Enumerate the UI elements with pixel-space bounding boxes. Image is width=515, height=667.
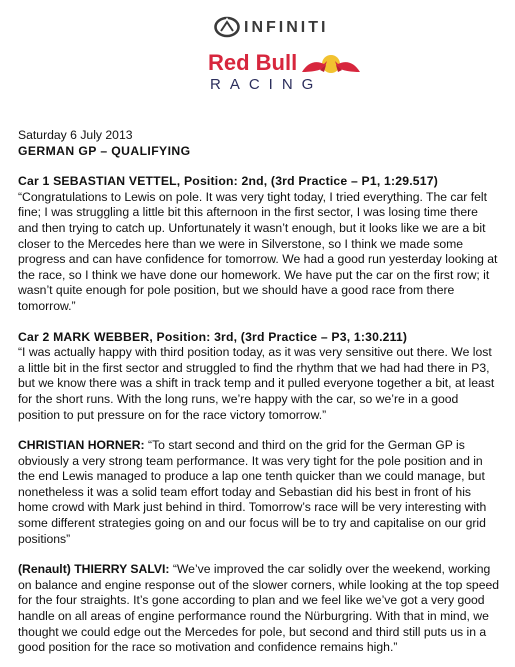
section-paragraph xyxy=(18,562,500,656)
section-quote: “Congratulations to Lewis on pole. It was very tight today, I tried everything. The car felt fine; I was struggling a little bit this afternoon in the first sector, I was losing time there and then trying to catch up. Unfortunately it wasn’t enough, but it looks like we are a bit closer to the Mercedes here than we were in Silverstone, so I think we made some progress and can have confidence for tomorrow. We had a good run yesterday looking at the race, so I think we have done our homework. We have put the car on the first row; it wasn’t quite enough for pole position, but we should have a good race from there tomorrow.” xyxy=(18,189,498,313)
quote-section-webber xyxy=(18,330,500,424)
section-heading: Car 2 MARK WEBBER, Position: 3rd, (3rd Practice – P3, 1:30.211) xyxy=(18,329,408,344)
quote-section-horner xyxy=(18,438,500,547)
release-date: Saturday 6 July 2013 xyxy=(18,128,133,142)
speaker-name: (Renault) THIERRY SALVI: xyxy=(18,562,170,577)
press-release-body xyxy=(18,128,500,656)
red-bull-racing-logo xyxy=(208,50,358,96)
quote-section-vettel xyxy=(18,174,500,314)
section-quote: “To start second and third on the grid for the German GP is obviously a very strong team performance. It was very tight for the pole position and in the end Lewis managed to produce a lap one tenth quicker than we could manage, but nonetheless it was a solid team effort today and Sebastian did his best in front of his home crowd with Mark just behind in third. Tomorrow’s race will be very interesting with some different strategies going on and our focus will be to try and capitalise on our grid positions” xyxy=(18,438,487,546)
charging-bulls-icon xyxy=(300,52,362,78)
racing-wordmark: RACING xyxy=(210,76,323,93)
infiniti-emblem-icon xyxy=(214,16,240,38)
section-quote: “I was actually happy with third position today, as it was very sensitive out there. We lost a little bit in the first sector and struggled to find the rhythm that we had had there in P3, but we know there was a shift in track temp and it pulled everyone together a bit, at least for the short runs. With the long runs, we’re happy with the car, so we’re in a good position to put pressure on for the race victory tomorrow.” xyxy=(18,345,495,422)
section-heading: Car 1 SEBASTIAN VETTEL, Position: 2nd, (3rd Practice – P1, 1:29.517) xyxy=(18,174,438,189)
speaker-name: CHRISTIAN HORNER: xyxy=(18,438,145,453)
release-headline: GERMAN GP – QUALIFYING xyxy=(18,143,191,158)
infiniti-wordmark: INFINITI xyxy=(244,19,329,36)
infiniti-logo xyxy=(200,14,370,44)
red-bull-wordmark: Red Bull xyxy=(208,50,298,75)
section-paragraph xyxy=(18,438,500,547)
sponsor-logo-block xyxy=(200,14,370,96)
quote-section-salvi xyxy=(18,562,500,656)
section-quote: “We’ve improved the car solidly over the weekend, working on balance and engine response out of the slower corners, while looking at the top speed for the four straights. It’s gone according to plan and we feel like we’ve got a very good handle on all areas of engine performance round the Nürburgring. With that in mind, we thought we could edge out the Mercedes for pole, but second and third still puts us in a good position for the race so motivation and confidence remains high.” xyxy=(18,562,500,655)
